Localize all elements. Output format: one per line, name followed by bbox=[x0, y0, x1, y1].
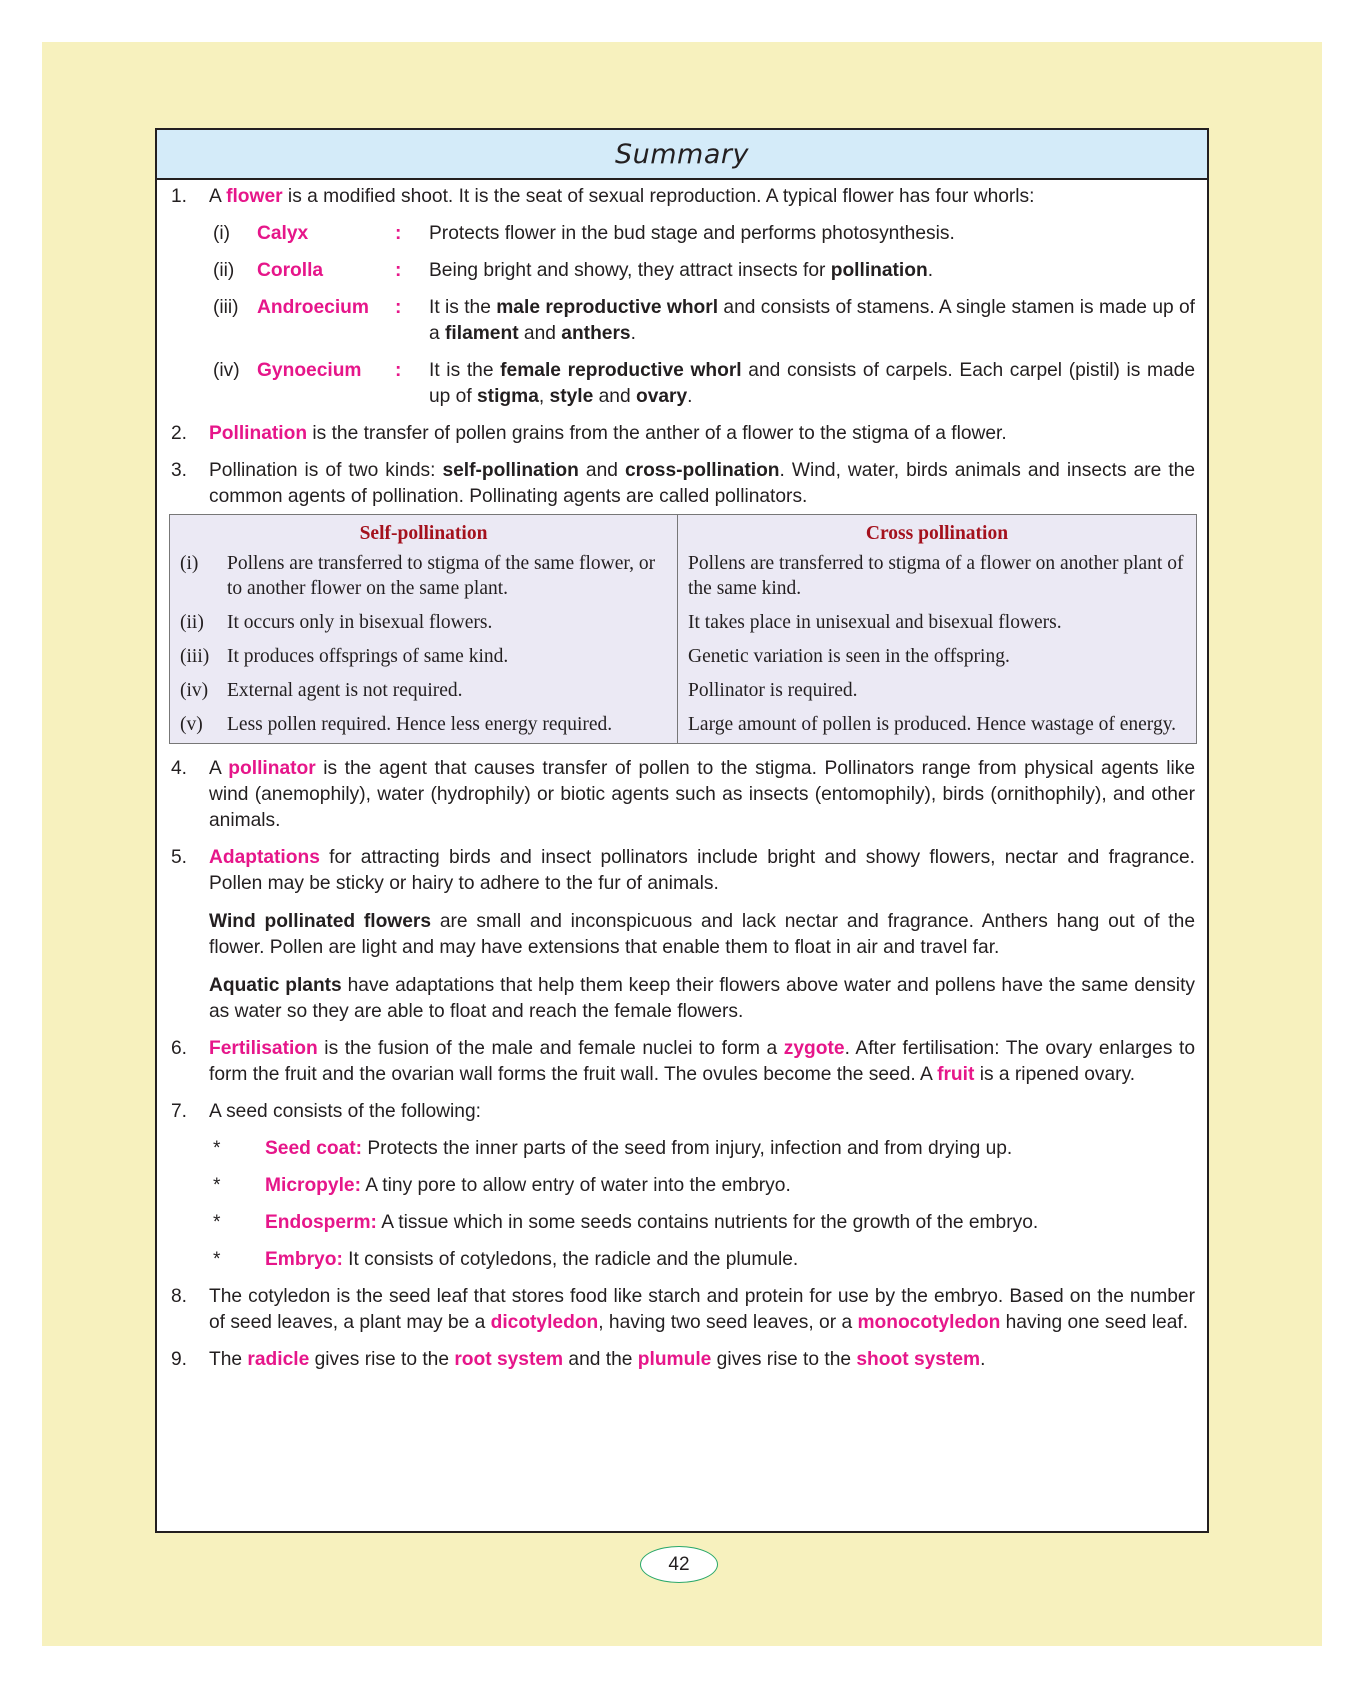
text: , bbox=[538, 386, 550, 407]
row-numeral: (iv) bbox=[180, 680, 209, 701]
bold-term: Aquatic plants bbox=[209, 975, 342, 996]
bold-term: anthers bbox=[561, 323, 631, 344]
seed-part-embryo bbox=[209, 1247, 1195, 1273]
bold-term: ovary bbox=[635, 386, 688, 407]
keyword: fruit bbox=[937, 1064, 975, 1085]
roman-numeral: (iii) bbox=[213, 297, 239, 318]
summary-item-2 bbox=[169, 421, 1195, 447]
self-cell: Pollens are transferred to stigma of the same flower, or to another flower on the same plant. bbox=[227, 553, 656, 599]
whorl-androecium bbox=[209, 295, 1195, 347]
table-row bbox=[170, 548, 1197, 607]
table-row bbox=[170, 641, 1197, 675]
text: having one seed leaf. bbox=[1000, 1312, 1189, 1333]
item-number: 1. bbox=[171, 186, 188, 207]
seed-part-micropyle bbox=[209, 1173, 1195, 1199]
text: is the transfer of pollen grains from the anther of a flower to the stigma of a flower. bbox=[307, 423, 1007, 444]
keyword: zygote bbox=[783, 1038, 845, 1059]
colon: : bbox=[395, 297, 402, 318]
cross-cell: Large amount of pollen is produced. Hence wastage of energy. bbox=[688, 714, 1177, 735]
bold-term: style bbox=[549, 386, 594, 407]
text: is the fusion of the male and female nuclei to form a bbox=[317, 1038, 784, 1059]
keyword: plumule bbox=[637, 1349, 712, 1370]
table-row bbox=[170, 675, 1197, 709]
text: A bbox=[209, 186, 227, 207]
text: . After fertilisation: The ovary enlarges to form the fruit and the ovarian wall forms the fruit wall. The ovules become the seed. A bbox=[209, 1038, 1196, 1085]
summary-box bbox=[155, 128, 1209, 1533]
item-number: 3. bbox=[171, 460, 188, 481]
column-header-self: Self-pollination bbox=[170, 515, 678, 549]
summary-header bbox=[157, 130, 1207, 180]
row-numeral: (ii) bbox=[180, 612, 204, 633]
page-number-text: 42 bbox=[668, 1553, 690, 1575]
text: . bbox=[927, 260, 934, 281]
text: and bbox=[593, 386, 636, 407]
text: , having two seed leaves, or a bbox=[598, 1312, 858, 1333]
text: is the agent that causes transfer of pollen to the stigma. Pollinators range from physical agents like wind (anemophily), water (hydrophily) or biotic agents such as insects (entomophily), birds (ornithophily), and other animals. bbox=[209, 758, 1195, 831]
seed-part-desc: A tiny pore to allow entry of water into the embryo. bbox=[360, 1175, 791, 1196]
row-numeral: (v) bbox=[180, 714, 203, 735]
bold-term: stigma bbox=[477, 386, 539, 407]
text: and consists of carpels. Each carpel (pistil) is made up of bbox=[429, 360, 1196, 407]
keyword: pollinator bbox=[228, 758, 316, 779]
text: . Wind, water, birds animals and insects are the common agents of pollination. Pollinating agents are called pollinators. bbox=[209, 460, 1195, 507]
self-cell: It occurs only in bisexual flowers. bbox=[227, 612, 493, 633]
bullet-icon: * bbox=[213, 1138, 221, 1159]
table-row bbox=[170, 607, 1197, 641]
bold-term: cross-pollination bbox=[624, 460, 780, 481]
item-number: 7. bbox=[171, 1101, 188, 1122]
text: and the bbox=[563, 1349, 638, 1370]
summary-item-8 bbox=[169, 1284, 1195, 1336]
bold-term: pollination bbox=[830, 260, 928, 281]
summary-content bbox=[157, 180, 1207, 1373]
bullet-icon: * bbox=[213, 1175, 221, 1196]
keyword: Pollination bbox=[209, 423, 308, 444]
cross-cell: Pollens are transferred to stigma of a flower on another plant of the same kind. bbox=[688, 553, 1184, 599]
seed-part-desc: A tissue which in some seeds contains nutrients for the growth of the embryo. bbox=[376, 1212, 1039, 1233]
seed-part-seed-coat bbox=[209, 1136, 1195, 1162]
bold-term: female reproductive whorl bbox=[500, 360, 742, 381]
summary-title: Summary bbox=[615, 138, 749, 170]
item-number: 5. bbox=[171, 847, 188, 868]
whorl-term: Calyx bbox=[257, 223, 309, 244]
text: Being bright and showy, they attract insects for bbox=[429, 260, 831, 281]
keyword: radicle bbox=[247, 1349, 310, 1370]
keyword: monocotyledon bbox=[857, 1312, 1001, 1333]
roman-numeral: (i) bbox=[213, 223, 231, 244]
table-header-row bbox=[170, 515, 1197, 549]
text: . bbox=[980, 1349, 986, 1370]
text: It is the bbox=[429, 297, 497, 318]
text: have adaptations that help them keep their flowers above water and pollens have the same density as water so they are able to float and reach the female flowers. bbox=[209, 975, 1195, 1022]
summary-item-7 bbox=[169, 1099, 1195, 1273]
item-number: 9. bbox=[171, 1349, 188, 1370]
colon: : bbox=[395, 260, 402, 281]
text: is a ripened ovary. bbox=[974, 1064, 1136, 1085]
keyword-flower: flower bbox=[226, 186, 283, 207]
self-cell: External agent is not required. bbox=[227, 680, 463, 701]
seed-part-desc: It consists of cotyledons, the radicle and the plumule. bbox=[342, 1249, 799, 1270]
bullet-icon: * bbox=[213, 1212, 221, 1233]
text: are small and inconspicuous and lack nectar and fragrance. Anthers hang out of the flower. Pollen are light and may have extensions that enable them to float in air and travel far. bbox=[209, 911, 1195, 958]
wind-pollinated-paragraph bbox=[209, 909, 1195, 961]
seed-part-term: Micropyle: bbox=[265, 1175, 361, 1196]
whorl-calyx bbox=[209, 221, 1195, 247]
text: It is the bbox=[429, 360, 501, 381]
text: gives rise to the bbox=[711, 1349, 857, 1370]
text: and bbox=[578, 460, 625, 481]
bold-term: male reproductive whorl bbox=[496, 297, 719, 318]
whorl-term: Corolla bbox=[257, 260, 324, 281]
summary-item-5 bbox=[169, 845, 1195, 1025]
text: A bbox=[209, 758, 229, 779]
bold-term: self-pollination bbox=[442, 460, 579, 481]
self-cell: Less pollen required. Hence less energy required. bbox=[227, 714, 613, 735]
keyword: dicotyledon bbox=[490, 1312, 599, 1333]
keyword: shoot system bbox=[856, 1349, 981, 1370]
seed-part-desc: Protects the inner parts of the seed from injury, infection and from drying up. bbox=[362, 1138, 1013, 1159]
text: The cotyledon is the seed leaf that stores food like starch and protein for use by the embryo. Based on the number of seed leaves, a plant may be a bbox=[209, 1286, 1195, 1333]
item-number: 8. bbox=[171, 1286, 188, 1307]
summary-item-4 bbox=[169, 756, 1195, 834]
text: is a modified shoot. It is the seat of sexual reproduction. A typical flower has four whorls: bbox=[282, 186, 1035, 207]
text: . bbox=[687, 386, 693, 407]
cross-cell: Pollinator is required. bbox=[688, 680, 858, 701]
keyword: root system bbox=[454, 1349, 564, 1370]
whorl-term: Gynoecium bbox=[257, 360, 362, 381]
seed-part-term: Embryo: bbox=[265, 1249, 343, 1270]
table-row bbox=[170, 709, 1197, 744]
colon: : bbox=[395, 360, 402, 381]
colon: : bbox=[395, 223, 402, 244]
seed-part-term: Seed coat: bbox=[265, 1138, 363, 1159]
text: and bbox=[518, 323, 562, 344]
column-header-cross: Cross pollination bbox=[865, 523, 1009, 544]
row-numeral: (i) bbox=[180, 553, 199, 574]
whorl-corolla bbox=[209, 258, 1195, 284]
summary-item-1 bbox=[169, 184, 1195, 410]
text: and consists of stamens. A single stamen is made up of a bbox=[429, 297, 1196, 344]
text: gives rise to the bbox=[309, 1349, 455, 1370]
summary-item-6 bbox=[169, 1036, 1195, 1088]
self-cell: It produces offsprings of same kind. bbox=[227, 646, 509, 667]
item-number: 4. bbox=[171, 758, 188, 779]
text: The bbox=[209, 1349, 248, 1370]
summary-item-3 bbox=[169, 458, 1195, 510]
row-numeral: (iii) bbox=[180, 646, 210, 667]
text: . bbox=[630, 323, 636, 344]
pollination-comparison-table bbox=[169, 514, 1197, 744]
item-number: 6. bbox=[171, 1038, 188, 1059]
seed-part-term: Endosperm: bbox=[265, 1212, 377, 1233]
seed-part-endosperm bbox=[209, 1210, 1195, 1236]
summary-item-9 bbox=[169, 1347, 1195, 1373]
bold-term: filament bbox=[445, 323, 519, 344]
text: for attracting birds and insect pollinators include bright and showy flowers, nectar and fragrance. Pollen may be sticky or hairy to adhere to the fur of animals. bbox=[209, 847, 1195, 894]
bullet-icon: * bbox=[213, 1249, 221, 1270]
page-number bbox=[640, 1546, 718, 1583]
whorl-gynoecium bbox=[209, 358, 1195, 410]
aquatic-plants-paragraph bbox=[209, 973, 1195, 1025]
keyword: Adaptations bbox=[209, 847, 320, 868]
text: Pollination is of two kinds: bbox=[209, 460, 443, 481]
item-number: 2. bbox=[171, 423, 188, 444]
keyword: Fertilisation bbox=[209, 1038, 318, 1059]
roman-numeral: (iv) bbox=[213, 360, 240, 381]
cross-cell: Genetic variation is seen in the offspring. bbox=[688, 646, 1010, 667]
text: A seed consists of the following: bbox=[209, 1101, 481, 1122]
cross-cell: It takes place in unisexual and bisexual flowers. bbox=[688, 612, 1062, 633]
whorl-desc: Protects flower in the bud stage and performs photosynthesis. bbox=[429, 223, 955, 244]
whorl-term: Androecium bbox=[257, 297, 369, 318]
roman-numeral: (ii) bbox=[213, 260, 235, 281]
bold-term: Wind pollinated flowers bbox=[209, 911, 432, 932]
